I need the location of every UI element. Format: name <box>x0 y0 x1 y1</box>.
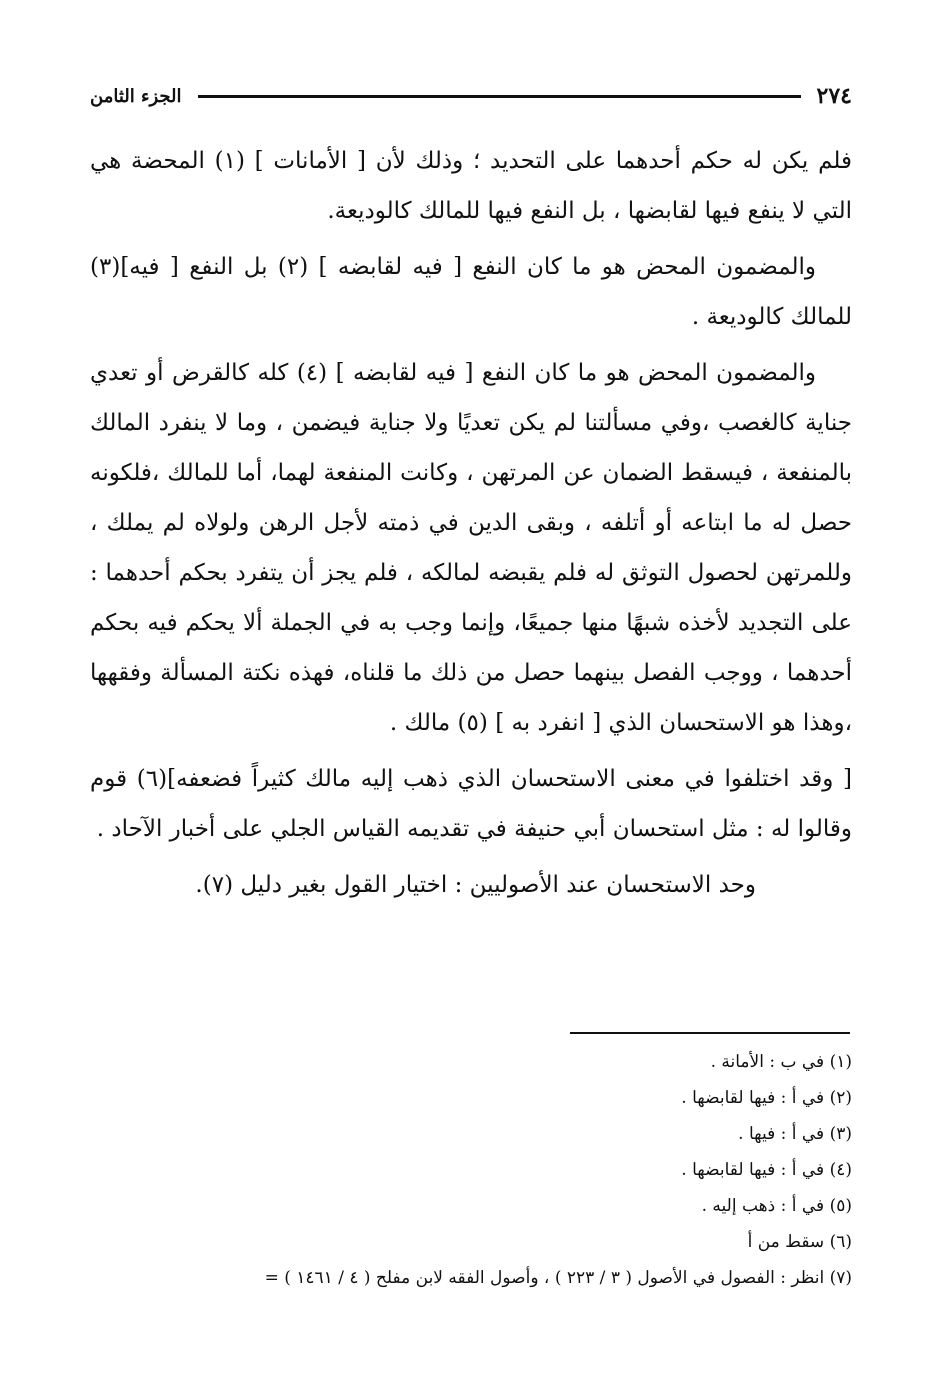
header-rule <box>198 95 801 98</box>
paragraph-2: والمضمون المحض هو ما كان النفع [ فيه لقابضه ] (٢) بل النفع [ فيه](٣) للمالك كالوديعة . <box>90 254 852 330</box>
footnote-6: (٦) سقط من أ <box>747 1232 852 1252</box>
running-title: الجزء الثامن <box>90 85 182 107</box>
footnote-separator <box>570 1032 850 1034</box>
paragraph-3: والمضمون المحض هو ما كان النفع [ فيه لقابضه ] (٤) كله كالقرض أو تعدي جناية كالغصب ،وفي مسألتنا لم يكن تعديًا ولا جناية فيضمن ، وما لا ينفرد المالك بالمنفعة ، فيسقط الضمان عن المرتهن ، وكانت المنفعة لهما، أما للمالك ،فلكونه حصل له ما ابتاعه أو أتلفه ، وبقى الدين في ذمته لأجل الرهن ولولاه لم يملك ، وللمرتهن لحصول التوثق له فلم يقبضه لمالكه ، فلم يجز أن يتفرد بحكم أحدهما : على التجديد لأخذه شبهًا منها جميعًا، وإنما وجب به في الجملة ألا يحكم فيه بحكم أحدهما ، ووجب الفصل بينهما حصل من ذلك ما قلناه، فهذه نكتة المسألة وفقهها ،وهذا هو الاستحسان الذي [ انفرد به ] (٥) مالك . <box>90 360 852 736</box>
footnote-4: (٤) في أ : فيها لقابضها . <box>681 1160 852 1180</box>
page-header <box>90 78 852 114</box>
footnote-1: (١) في ب : الأمانة . <box>710 1052 852 1072</box>
page-number: ٢٧٤ <box>816 83 852 109</box>
paragraph-5: وحد الاستحسان عند الأصوليين : اختيار القول بغير دليل (٧). <box>195 872 756 898</box>
footnote-3: (٣) في أ : فيها . <box>738 1124 852 1144</box>
paragraph-4: [ وقد اختلفوا في معنى الاستحسان الذي ذهب إليه مالك كثيراً فضعفه](٦) قوم وقالوا له : مثل استحسان أبي حنيفة في تقديمه القياس الجلي على أخبار الآحاد . <box>90 766 852 842</box>
footnote-5: (٥) في أ : ذهب إليه . <box>701 1196 852 1216</box>
footnote-7: (٧) انظر : الفصول في الأصول ( ٣ / ٢٢٣ ) ، وأصول الفقه لابن مفلح ( ٤ / ١٤٦١ ) = <box>264 1268 852 1288</box>
footnotes <box>90 1044 852 1296</box>
paragraph-1: فلم يكن له حكم أحدهما على التحديد ؛ وذلك لأن [ الأمانات ] (١) المحضة هي التي لا ينفع فيها لقابضها ، بل النفع فيها للمالك كالوديعة. <box>90 148 852 224</box>
main-text <box>90 136 852 916</box>
footnote-2: (٢) في أ : فيها لقابضها . <box>681 1088 852 1108</box>
